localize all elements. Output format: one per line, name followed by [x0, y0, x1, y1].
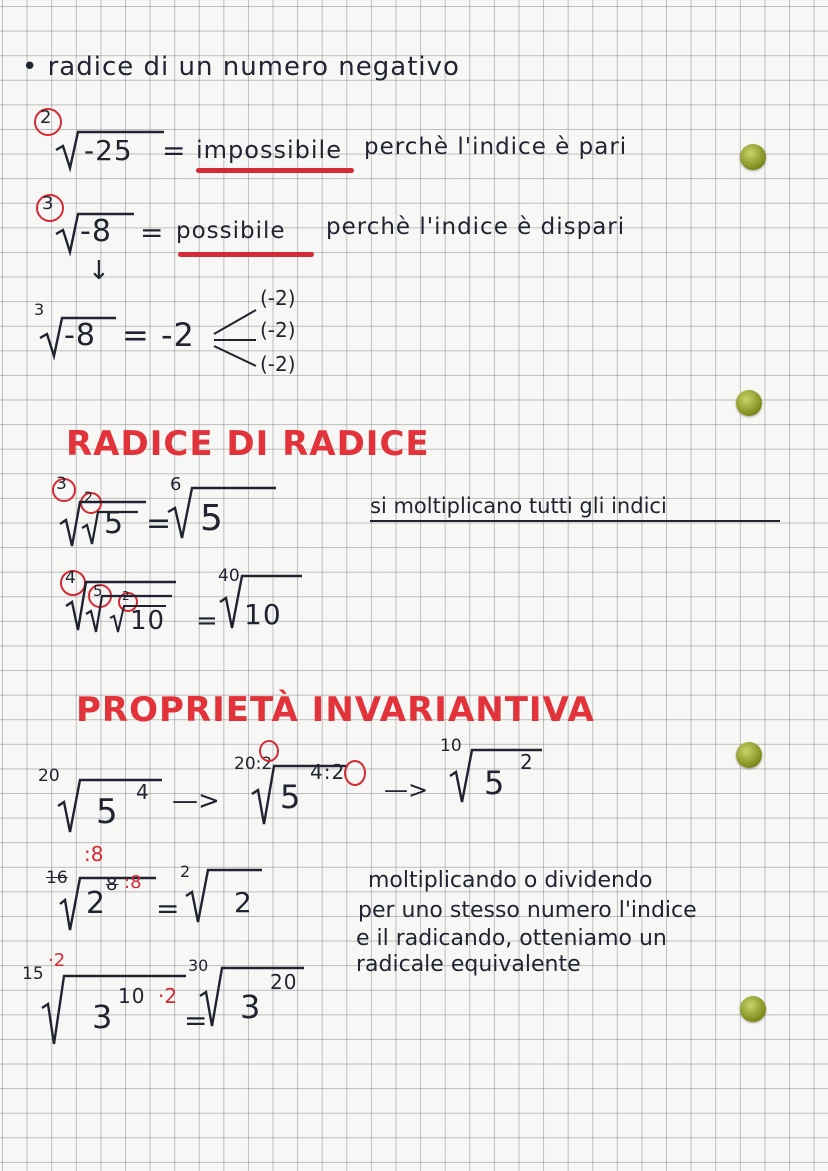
ex2-result-underline — [178, 252, 314, 257]
r2-index-divisor: :8 — [84, 842, 104, 866]
r3-result-base: 3 — [240, 988, 262, 1026]
rule-note-underline — [370, 520, 780, 522]
ex1-reason: perchè l'indice è pari — [364, 134, 628, 160]
section-title-radice-di-radice: RADICE DI RADICE — [66, 424, 430, 464]
r2-index: 16 — [46, 868, 68, 888]
ex1-result-impossible: impossibile — [196, 136, 342, 164]
r1c-base: 5 — [484, 764, 506, 802]
ex1-equals: = — [146, 506, 173, 541]
show-through-marks — [470, 30, 497, 128]
ex1-outer-index: 3 — [56, 474, 67, 494]
ex1-equals: = — [162, 134, 187, 167]
ex1-result-underline — [196, 168, 354, 173]
ex2-inner-index: 2 — [122, 589, 130, 603]
r3-index-multiplier: ·2 — [48, 950, 66, 971]
r1c-exponent: 2 — [520, 750, 534, 774]
index-circle — [344, 760, 366, 786]
ex2-result-possible: possibile — [176, 218, 286, 244]
r2-equals: = — [156, 892, 181, 925]
ex2-result-radicand: 10 — [244, 598, 282, 631]
calc-result: = -2 — [122, 316, 195, 354]
binder-hole-3 — [736, 742, 762, 768]
factor-2: (-2) — [260, 318, 296, 342]
ex2-reason: perchè l'indice è dispari — [326, 214, 626, 240]
ex1-radicand: 5 — [104, 506, 125, 541]
ex2-equals: = — [196, 606, 219, 636]
ex2-equals: = — [140, 216, 165, 249]
calc-index: 3 — [34, 300, 45, 319]
ex2-radicand: -8 — [80, 214, 112, 249]
invariant-note-line-4: radicale equivalente — [356, 952, 581, 977]
rule-note: si moltiplicano tutti gli indici — [370, 494, 667, 518]
r3-base: 3 — [92, 998, 114, 1036]
r1b-index: 20:2 — [234, 754, 273, 774]
r1b-base: 5 — [280, 778, 302, 816]
r3-index: 15 — [22, 964, 44, 984]
binder-hole-4 — [740, 996, 766, 1022]
arrow-icon: —> — [172, 786, 220, 816]
ex1-inner-index: 2 — [84, 490, 93, 506]
r3-result-exponent: 20 — [270, 970, 298, 994]
ex2-radicand: 10 — [130, 606, 166, 636]
r3-equals: = — [184, 1004, 209, 1037]
r1b-exponent: 4:2 — [310, 760, 346, 784]
factor-3: (-2) — [260, 352, 296, 376]
section-heading-negative-root: • radice di un numero negativo — [22, 52, 460, 82]
r2-exponent-divisor: :8 — [124, 872, 142, 893]
r3-exponent: 10 — [118, 984, 146, 1008]
r2-result-radicand: 2 — [234, 886, 253, 919]
r3-result-index: 30 — [188, 956, 209, 975]
ex1-radicand: -25 — [84, 134, 133, 167]
binder-hole-2 — [736, 390, 762, 416]
ex2-index: 3 — [42, 193, 54, 214]
ex1-index: 2 — [40, 107, 52, 128]
ex2-outer-index: 4 — [65, 568, 76, 588]
ex1-result-radicand: 5 — [200, 498, 224, 539]
radical-sign — [186, 868, 266, 928]
index-circle — [259, 740, 279, 762]
r1-base: 5 — [96, 792, 119, 832]
binder-hole-1 — [740, 144, 766, 170]
r2-exponent: 8 — [106, 874, 119, 895]
r1-exponent: 4 — [136, 780, 150, 804]
factor-1: (-2) — [260, 286, 296, 310]
r3-exponent-multiplier: ·2 — [158, 984, 178, 1008]
ex1-result-index: 6 — [170, 474, 182, 495]
arrow-icon: —> — [384, 776, 429, 804]
branch-lines — [212, 302, 262, 376]
r1-index: 20 — [38, 766, 60, 786]
invariant-note-line-3: e il radicando, otteniamo un — [356, 926, 667, 951]
r1c-index: 10 — [440, 736, 462, 756]
invariant-note-line-2: per uno stesso numero l'indice — [358, 898, 697, 923]
r2-result-index: 2 — [180, 862, 191, 881]
r2-base: 2 — [86, 886, 107, 921]
section-title-proprieta-invariantiva: PROPRIETÀ INVARIANTIVA — [76, 690, 595, 730]
down-arrow-icon: ↓ — [88, 256, 110, 286]
invariant-note-line-1: moltiplicando o dividendo — [368, 868, 653, 893]
calc-radicand: -8 — [64, 318, 96, 353]
ex2-result-index: 40 — [218, 566, 240, 586]
ex2-mid-index: 5 — [93, 582, 103, 600]
